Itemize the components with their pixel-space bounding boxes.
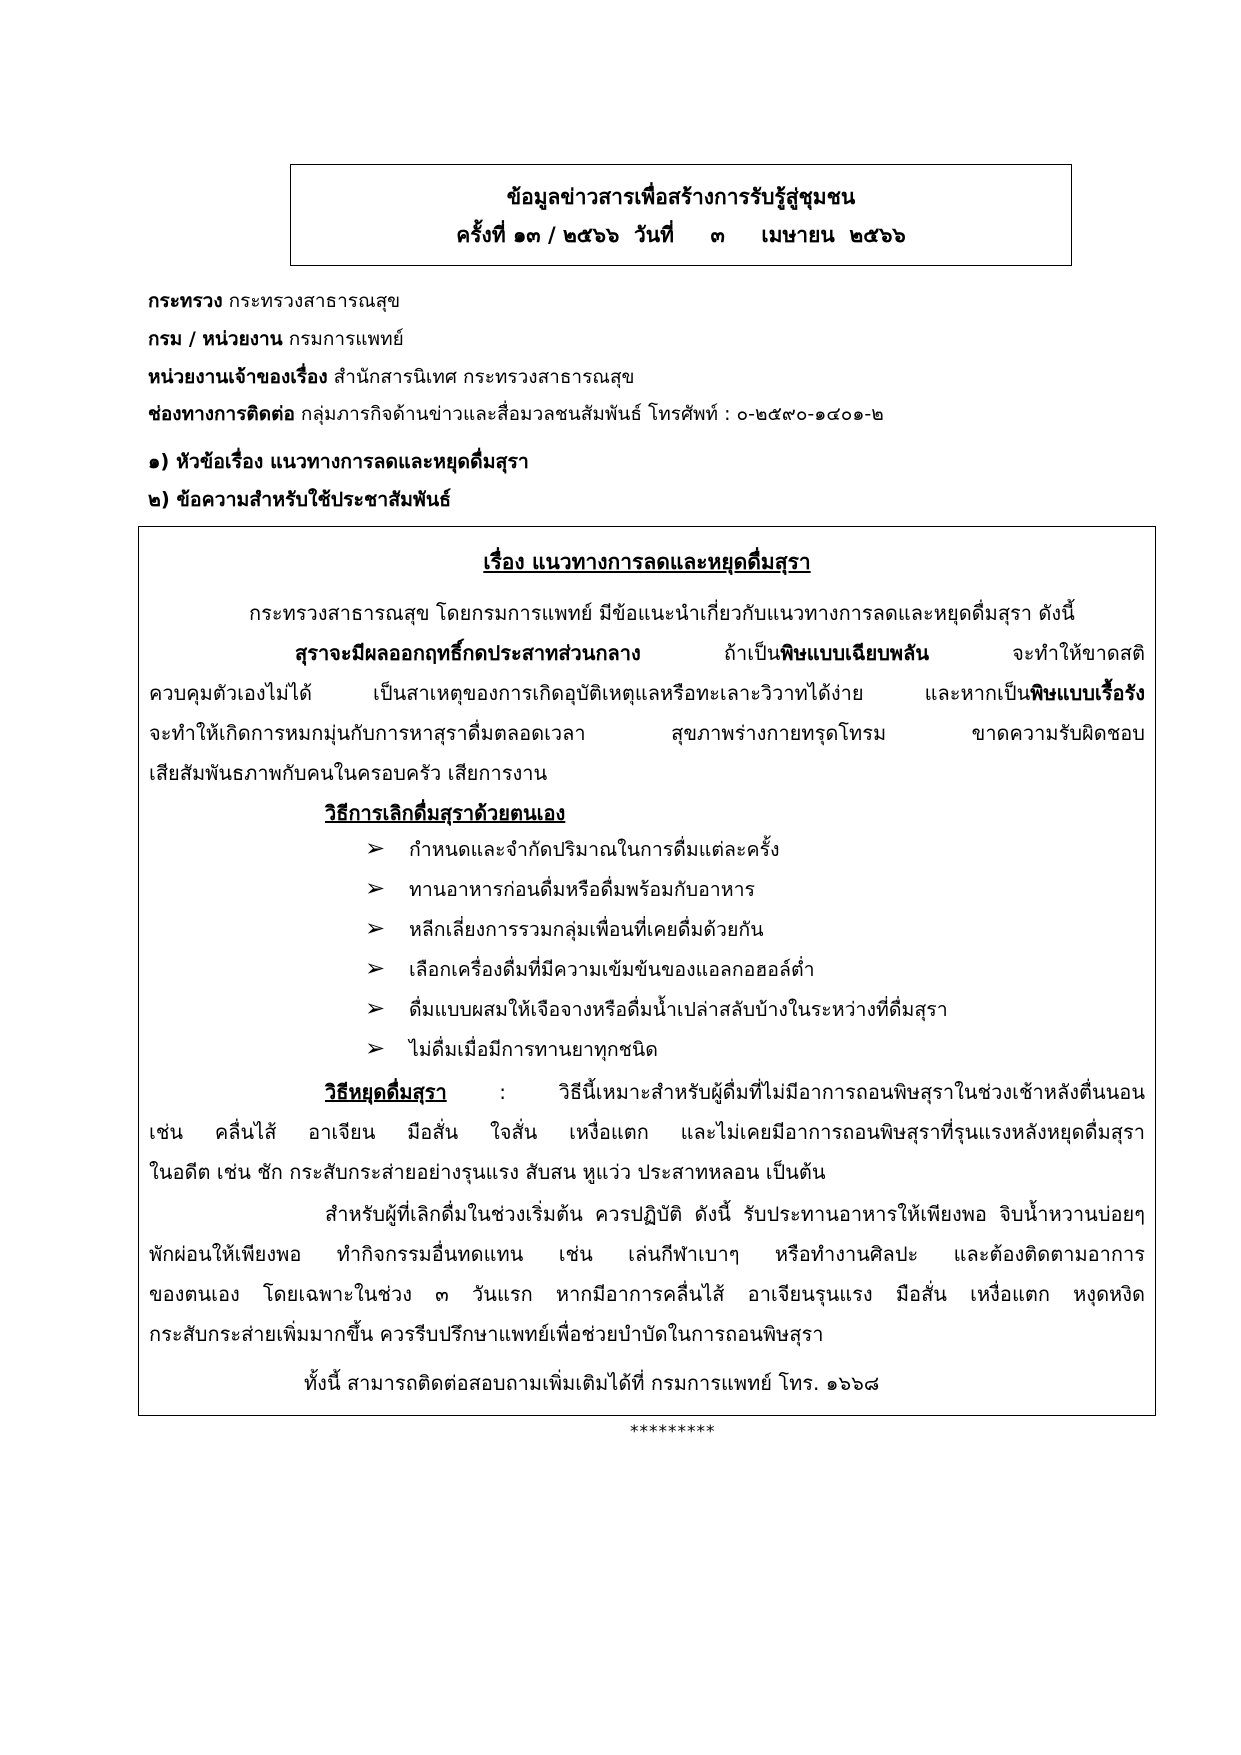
paragraph1-line4: เสียสัมพันธภาพกับคนในครอบครัว เสียการงาน — [149, 761, 548, 785]
contact-value: กลุ่มภารกิจด้านข่าวและสื่อมวลชนสัมพันธ์ โทรศัพท์ : ๐-๒๕๙๐-๑๔๐๑-๒ — [294, 403, 884, 425]
begin-line1: สำหรับผู้ที่เลิกดื่มในช่วงเริ่มต้น ควรปฏิบัติ ดังนี้ รับประทานอาหารให้เพียงพอ จิบน้ำหวานบ่อยๆ — [325, 1202, 1145, 1226]
ministry-label: กระทรวง — [148, 290, 223, 312]
arrow-bullet-icon: ➢ — [365, 954, 386, 982]
closing-line: ทั้งนี้ สามารถติดต่อสอบถามเพิ่มเติมได้ที่ กรมการแพทย์ โทร. ๑๖๖๘ — [304, 1371, 880, 1395]
ministry-value: กระทรวงสาธารณสุข — [222, 290, 401, 312]
section-message: ๒) ข้อความสำหรับใช้ประชาสัมพันธ์ — [148, 488, 452, 511]
bullet-text: ดื่มแบบผสมให้เจือจางหรือดื่มน้ำเปล่าสลับบ้างในระหว่างที่ดื่มสุรา — [409, 998, 948, 1021]
p1-bold-2: พิษแบบเฉียบพลัน — [780, 641, 930, 665]
begin-line2: พักผ่อนให้เพียงพอ ทำกิจกรรมอื่นทดแทน เช่น เล่นกีฬาเบาๆ หรือทำงานศิลปะ และต้องติดตามอาการ — [149, 1242, 1145, 1266]
stop-line2: เช่น คลื่นไส้ อาเจียน มือสั่น ใจสั่น เหงื่อแตก และไม่เคยมีอาการถอนพิษสุราที่รุนแรงหลังหยุดดื่มสุรา — [149, 1120, 1145, 1144]
arrow-bullet-icon: ➢ — [365, 1034, 386, 1062]
bullet-item — [365, 1034, 658, 1065]
bullet-item — [365, 874, 755, 905]
p1-bold-1: สุราจะมีผลออกฤทธิ์กดประสาทส่วนกลาง — [295, 641, 641, 665]
bullet-item — [365, 914, 764, 945]
owner-label: หน่วยงานเจ้าของเรื่อง — [148, 366, 328, 388]
bullet-text: ไม่ดื่มเมื่อมีการทานยาทุกชนิด — [409, 1038, 658, 1061]
content-title: เรื่อง แนวทางการลดและหยุดดื่มสุรา — [483, 550, 811, 574]
bullet-text: ทานอาหารก่อนดื่มหรือดื่มพร้อมกับอาหาร — [409, 878, 756, 901]
stop-heading: วิธีหยุดดื่มสุรา — [325, 1080, 447, 1104]
bullet-item — [365, 954, 815, 985]
stop-line1 — [325, 1076, 1145, 1108]
arrow-bullet-icon: ➢ — [365, 834, 386, 862]
ministry-line — [148, 286, 400, 316]
department-line — [148, 324, 404, 354]
intro-line: กระทรวงสาธารณสุข โดยกรมการแพทย์ มีข้อแนะนำเกี่ยวกับแนวทางการลดและหยุดดื่มสุรา ดังนี้ — [249, 601, 1075, 625]
begin-line3: ของตนเอง โดยเฉพาะในช่วง ๓ วันแรก หากมีอาการคลื่นไส้ อาเจียนรุนแรง มือสั่น เหงื่อแตก หงุดหงิด — [149, 1282, 1145, 1306]
paragraph1-line1 — [295, 637, 1145, 669]
p1-l2-bold: พิษแบบเรื้อรัง — [1030, 681, 1145, 705]
contact-line — [148, 399, 884, 429]
document-title: ข้อมูลข่าวสารเพื่อสร้างการรับรู้สู่ชุมชน — [506, 185, 856, 209]
stop-line1-text: : วิธีนี้เหมาะสำหรับผู้ดื่มที่ไม่มีอาการถอนพิษสุราในช่วงเช้าหลังตื่นนอน — [446, 1080, 1145, 1104]
arrow-bullet-icon: ➢ — [365, 994, 386, 1022]
p1-l2-text: ควบคุมตัวเองไม่ได้ เป็นสาเหตุของการเกิดอุบัติเหตุแลหรือทะเลาะวิวาทได้ง่าย และหากเป็น — [149, 681, 1031, 705]
bullet-item — [365, 834, 779, 865]
bullet-text: เลือกเครื่องดื่มที่มีความเข้มข้นของแอลกอฮอล์ต่ำ — [409, 958, 815, 981]
p1-text-2: จะทำให้ขาดสติ — [929, 641, 1145, 665]
section-topic: ๑) หัวข้อเรื่อง แนวทางการลดและหยุดดื่มสุรา — [148, 450, 529, 473]
bullet-item — [365, 994, 948, 1025]
department-value: กรมการแพทย์ — [282, 328, 404, 350]
bullet-text: กำหนดและจำกัดปริมาณในการดื่มแต่ละครั้ง — [409, 838, 780, 861]
end-stars: ********* — [630, 1422, 716, 1442]
arrow-bullet-icon: ➢ — [365, 874, 386, 902]
owner-line — [148, 362, 635, 392]
contact-label: ช่องทางการติดต่อ — [148, 403, 295, 425]
begin-line4: กระสับกระส่ายเพิ่มมากขึ้น ควรรีบปรึกษาแพทย์เพื่อช่วยบำบัดในการถอนพิษสุรา — [149, 1322, 824, 1346]
document-header-box — [290, 164, 1072, 266]
self-quit-heading: วิธีการเลิกดื่มสุราด้วยตนเอง — [325, 801, 566, 825]
bullet-text: หลีกเลี่ยงการรวมกลุ่มเพื่อนที่เคยดื่มด้วยกัน — [409, 918, 764, 941]
paragraph1-line3: จะทำให้เกิดการหมกมุ่นกับการหาสุราดื่มตลอดเวลา สุขภาพร่างกายทรุดโทรม ขาดความรับผิดชอบ — [149, 721, 1145, 745]
owner-value: สำนักสารนิเทศ กระทรวงสาธารณสุข — [327, 366, 635, 388]
department-label: กรม / หน่วยงาน — [148, 328, 283, 350]
paragraph1-line2 — [149, 677, 1145, 709]
arrow-bullet-icon: ➢ — [365, 914, 386, 942]
content-box — [138, 526, 1156, 1416]
p1-text-1: ถ้าเป็น — [640, 641, 781, 665]
issue-line: ครั้งที่ ๑๓ / ๒๕๖๖ วันที่ ๓ เมษายน ๒๕๖๖ — [456, 223, 906, 247]
stop-line3: ในอดีต เช่น ชัก กระสับกระส่ายอย่างรุนแรง สับสน หูแว่ว ประสาทหลอน เป็นต้น — [149, 1160, 826, 1184]
